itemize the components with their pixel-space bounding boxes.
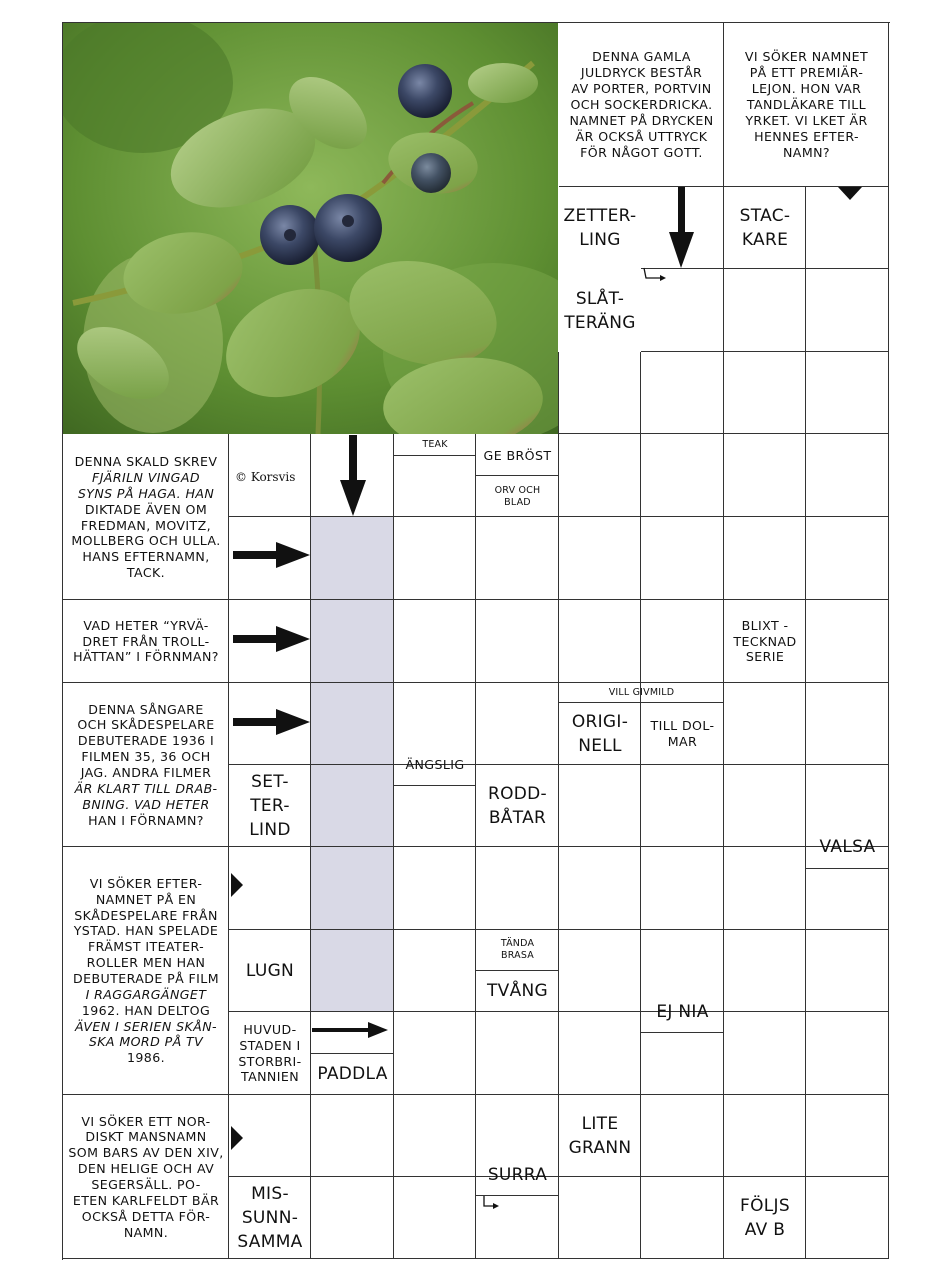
arrow-down-icon	[669, 187, 694, 268]
clue-line: EJ NIA	[656, 1002, 709, 1023]
clue-line: TVÅNG	[486, 981, 549, 1002]
clue-line: BLAD	[504, 496, 531, 508]
clue-line: ÄR KLART TILL DRAB-	[74, 780, 218, 796]
clue-line: LIND	[249, 820, 291, 841]
clue-line: DIKTADE ÄVEN OM	[84, 501, 208, 517]
clue-line: LING	[579, 230, 621, 250]
copyright-credit: © Korsvis	[235, 470, 296, 484]
clue-line: NELL	[578, 736, 622, 756]
clue-line: VAD HETER “YRVÄ-	[83, 617, 209, 633]
triangle-down-icon	[838, 187, 862, 200]
clue-line: SKÅDESPELARE FRÅN	[74, 907, 218, 923]
clue-line: DENNA GAMLA	[592, 49, 691, 65]
clue-line: DISKT MANSNAMN	[85, 1129, 207, 1145]
clue-line: SET-	[251, 771, 289, 792]
clue-line: VILL GIVMILD	[608, 686, 675, 698]
arrow-right-icon	[233, 542, 310, 568]
clue-line: VI SÖKER NAMNET	[744, 49, 869, 65]
clue-line: OCH SKÅDESPELARE	[77, 717, 215, 733]
triangle-right-icon	[231, 873, 243, 897]
clue-line: TILL DOL-	[650, 718, 715, 734]
clue-line: SEGERSÄLL. PO-	[91, 1177, 201, 1192]
clue-line: PADDLA	[317, 1064, 388, 1085]
clue-line: DEN HELIGE OCH AV	[77, 1161, 215, 1177]
clue-line: OCKSÅ DETTA FÖR-	[81, 1208, 211, 1224]
clue-line: STAC-	[739, 205, 791, 226]
clue-line: ÄVEN I SERIEN SKÅN-	[75, 1018, 217, 1034]
arrow-right-icon	[312, 1022, 388, 1038]
clue-line: SURRA	[487, 1164, 548, 1185]
clue-line: ORIGI-	[571, 711, 629, 732]
clue-line: 1962. HAN DELTOG	[81, 1002, 211, 1018]
clue-line: OCH SOCKERDRICKA.	[570, 97, 713, 113]
clue-line: MIS-	[251, 1183, 289, 1204]
clue-line: HÄTTAN” I FÖRNMAN?	[73, 649, 219, 665]
clue-line: MOLLBERG OCH ULLA.	[71, 533, 221, 549]
clue-line: HAN I FÖRNAMN?	[88, 812, 204, 828]
clue-line: BRASA	[501, 950, 534, 961]
clue-line: TÄNDA	[500, 938, 535, 950]
clue-line: BLIXT -	[741, 617, 789, 633]
clue-line: TERÄNG	[564, 313, 636, 333]
clue-line: NAMN?	[782, 144, 830, 160]
clue-line: BNING. VAD HETER	[82, 796, 210, 812]
clue-line: FRÄMST ITEATER-	[87, 939, 205, 955]
clue-line: DRET FRÅN TROLL-	[82, 633, 210, 649]
clue-line: TEAK	[422, 439, 448, 451]
clue-line: SOM BARS AV DEN XIV,	[68, 1145, 224, 1161]
clue-line: JULDRYCK BESTÅR	[580, 65, 703, 81]
clue-line: ÄNGSLIG	[405, 757, 465, 773]
clue-line: HENNES EFTER-	[754, 128, 859, 144]
clue-line: SAMMA	[237, 1232, 303, 1253]
clue-line: ZETTER-	[563, 205, 637, 226]
clue-line: LEJON. HON VAR	[751, 81, 862, 97]
clue-line: ÄR OCKSÅ UTTRYCK	[575, 128, 708, 144]
clue-line: HUVUD-	[243, 1021, 297, 1037]
arrow-right-icon	[233, 626, 310, 652]
clue-line: HANS EFTERNAMN,	[82, 549, 210, 565]
clue-line: FJÄRILN VINGAD	[92, 469, 200, 485]
clue-line: LUGN	[245, 960, 295, 981]
clue-line: BÅTAR	[488, 808, 547, 828]
clue-line: FÖR NÅGOT GOTT.	[580, 144, 703, 160]
clue-line: I RAGGARGÄNGET	[85, 986, 207, 1002]
triangle-right-icon	[231, 1126, 243, 1150]
clue-line: STADEN I	[239, 1037, 301, 1053]
clue-line: AV PORTER, PORTVIN	[571, 81, 712, 97]
clue-line: DENNA SÅNGARE	[88, 701, 204, 717]
clue-line: DENNA SKALD SKREV	[74, 454, 218, 470]
clue-line: YRKET. VI LKET ÄR	[745, 112, 868, 128]
clue-line: NAMN.	[123, 1224, 169, 1240]
bent-arrow-icon	[484, 1196, 494, 1206]
clue-line: VI SÖKER ETT NOR-	[81, 1113, 211, 1129]
clue-line: ROLLER MEN HAN	[86, 955, 206, 971]
clue-line: TANDLÄKARE TILL	[746, 97, 867, 113]
clue-line: SLÅT-	[575, 288, 625, 309]
clue-line: VI SÖKER EFTER-	[89, 875, 203, 891]
clue-line: 1986.	[126, 1050, 166, 1066]
clue-line: FREDMAN, MOVITZ,	[80, 517, 212, 533]
clue-line: DEBUTERADE 1936 I	[77, 733, 215, 749]
clue-line: AV B	[744, 1220, 786, 1240]
clue-line: GRANN	[568, 1138, 632, 1158]
clue-line: SYNS PÅ HAGA. HAN	[77, 485, 215, 501]
clue-line: STORBRI-	[238, 1053, 302, 1069]
clue-line: RODD-	[487, 783, 547, 804]
clue-line: TANNIEN	[240, 1069, 300, 1085]
clue-line: TECKNAD	[733, 633, 797, 649]
arrow-right-icon	[233, 709, 310, 735]
clue-line: PÅ ETT PREMIÄR-	[749, 65, 864, 81]
clue-line: SERIE	[745, 649, 785, 665]
clue-line: KARE	[741, 230, 789, 250]
arrow-down-icon	[340, 435, 366, 516]
clue-line: TER-	[250, 795, 290, 816]
clue-line: FILMEN 35, 36 OCH	[81, 749, 211, 765]
clue-line: DEBUTERADE PÅ FILM	[73, 971, 219, 986]
clue-line: FÖLJS	[740, 1195, 790, 1216]
clue-line: YSTAD. HAN SPELADE	[73, 923, 219, 939]
bent-arrow-icon	[644, 268, 660, 278]
clue-line: MAR	[667, 734, 698, 749]
clue-line: NAMNET PÅ EN	[95, 891, 197, 907]
clue-line: GE BRÖST	[483, 447, 552, 463]
clue-line: LITE	[581, 1113, 619, 1134]
clue-line: ORV OCH	[494, 484, 541, 496]
clue-line: SUNN-	[241, 1207, 299, 1228]
clue-line: NAMNET PÅ DRYCKEN	[569, 112, 714, 128]
clue-line: ETEN KARLFELDT BÄR	[72, 1192, 220, 1208]
clue-line: TACK.	[126, 565, 166, 581]
clue-line: JAG. ANDRA FILMER	[80, 765, 212, 780]
clue-line: VALSA	[819, 837, 876, 858]
clue-line: SKA MORD PÅ TV	[88, 1034, 204, 1050]
